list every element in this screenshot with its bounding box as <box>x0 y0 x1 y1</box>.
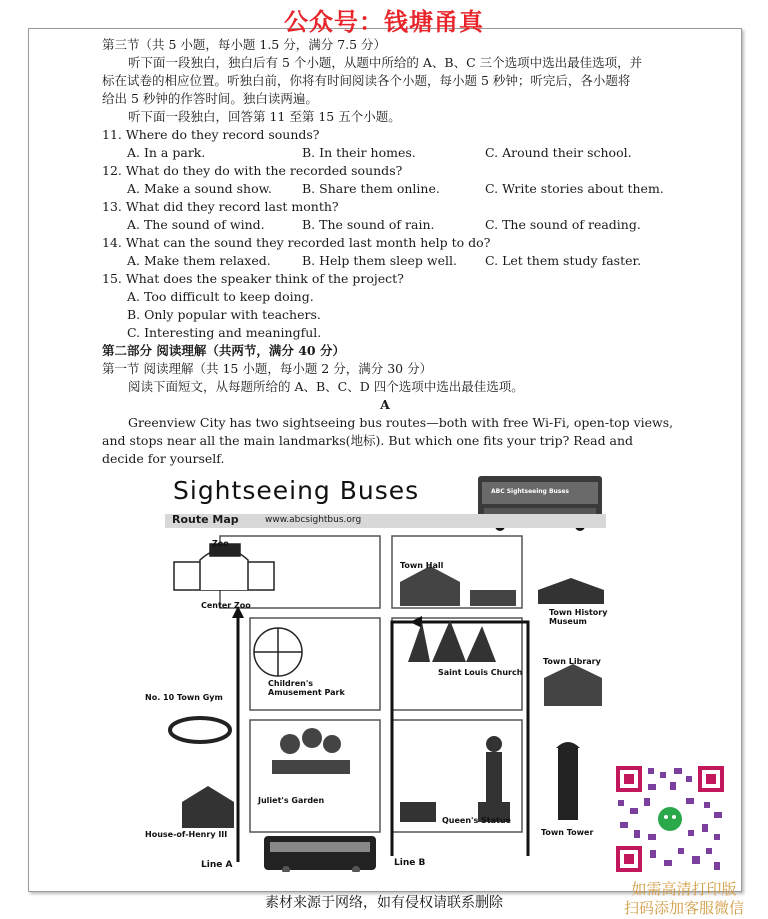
label-line-a: Line A <box>201 860 233 870</box>
town-hall-icon <box>400 566 516 606</box>
library-icon <box>544 664 602 706</box>
option-a: A. In a park. <box>127 145 206 160</box>
promo-text <box>624 880 744 918</box>
question-15 <box>102 270 668 342</box>
option-c: C. Write stories about them. <box>485 181 664 196</box>
church-icon <box>408 620 496 662</box>
question-stem: 12. What do they do with the recorded sounds? <box>102 163 403 178</box>
zoo-icon <box>174 544 274 590</box>
stadium-icon <box>170 718 230 742</box>
instruction-line-3: 给出 5 秒钟的作答时间。独白读两遍。 <box>102 91 318 106</box>
option-c: C. Interesting and meaningful. <box>127 325 322 340</box>
exam-content <box>102 36 674 468</box>
option-b: B. The sound of rain. <box>302 217 435 232</box>
label-gym: No. 10 Town Gym <box>145 693 223 702</box>
watermark-top: 公众号：钱塘甬真 <box>284 8 484 36</box>
label-line-b: Line B <box>394 858 426 868</box>
bus-banner-text: ABC Sightseeing Buses <box>491 488 569 495</box>
wechat-icon <box>658 807 682 831</box>
label-town-hall: Town Hall <box>400 561 444 570</box>
house-icon <box>182 786 234 828</box>
label-museum: Town History Museum <box>549 608 608 626</box>
option-b: B. Only popular with teachers. <box>127 307 321 322</box>
map-title: Sightseeing Buses <box>173 476 420 505</box>
passage-line-3: decide for yourself. <box>102 451 225 466</box>
passage-line-1: Greenview City has two sightseeing bus routes—both with free Wi-Fi, open-top views, <box>128 415 674 430</box>
part2-heading: 第二部分 阅读理解（共两节，满分 40 分） <box>102 343 345 358</box>
question-11 <box>102 126 668 162</box>
question-stem: 11. Where do they record sounds? <box>102 127 320 142</box>
route-map-illustration <box>160 472 610 872</box>
section3-heading: 第三节（共 5 小题，每小题 1.5 分，满分 7.5 分） <box>102 37 387 52</box>
instruction-line-2: 标在试卷的相应位置。听独白前，你将有时间阅读各个小题，每小题 5 秒钟；听完后，各小题将 <box>102 73 631 88</box>
route-map-url: www.abcsightbus.org <box>265 515 362 525</box>
label-house-of-henry: House-of-Henry III <box>145 830 228 839</box>
passage-line-2: and stops near all the main landmarks(地标). But which one fits your trip? Read and <box>102 433 634 448</box>
option-a: A. The sound of wind. <box>127 217 265 232</box>
museum-icon <box>538 578 604 604</box>
tower-icon <box>556 742 580 820</box>
option-c: C. Let them study faster. <box>485 253 642 268</box>
label-queens-statue: Queen's Statue <box>442 816 511 825</box>
question-12 <box>102 162 668 198</box>
statue-icon <box>400 736 510 822</box>
label-zoo: Zoo <box>212 539 229 548</box>
label-juliets-garden: Juliet's Garden <box>258 796 325 805</box>
option-b: B. Share them online. <box>302 181 440 196</box>
question-13 <box>102 198 668 234</box>
option-c: C. Around their school. <box>485 145 632 160</box>
question-14 <box>102 234 668 270</box>
label-town-tower: Town Tower <box>541 828 594 837</box>
qr-code-icon <box>614 764 726 874</box>
option-a: A. Make them relaxed. <box>127 253 271 268</box>
promo-line-1: 如需高清打印版 <box>631 880 737 898</box>
route-map-label: Route Map <box>172 513 239 526</box>
option-a: A. Too difficult to keep doing. <box>127 289 314 304</box>
bus-icon <box>264 836 376 872</box>
garden-icon <box>272 728 350 774</box>
section1-instruction: 阅读下面短文，从每题所给的 A、B、C、D 四个选项中选出最佳选项。 <box>128 379 524 394</box>
label-center-zoo: Center Zoo <box>201 601 251 610</box>
section1-heading: 第一节 阅读理解（共 15 小题，每小题 2 分，满分 30 分） <box>102 361 433 376</box>
option-c: C. The sound of reading. <box>485 217 641 232</box>
option-b: B. In their homes. <box>302 145 416 160</box>
option-b: B. Help them sleep well. <box>302 253 457 268</box>
option-a: A. Make a sound show. <box>127 181 272 196</box>
ferris-wheel-icon <box>254 628 302 676</box>
instruction-line-1: 听下面一段独白，独白后有 5 个小题，从题中所给的 A、B、C 三个选项中选出最佳选项，并 <box>128 55 643 70</box>
passage-label: A <box>380 397 390 412</box>
label-saint-louis: Saint Louis Church <box>438 668 523 677</box>
bottom-note: 素材来源于网络，如有侵权请联系删除 <box>265 895 503 911</box>
promo-line-2: 扫码添加客服微信 <box>623 899 744 917</box>
label-childrens-park: Children's Amusement Park <box>268 679 345 697</box>
question-stem: 15. What does the speaker think of the project? <box>102 271 404 286</box>
question-stem: 13. What did they record last month? <box>102 199 339 214</box>
question-stem: 14. What can the sound they recorded last month help to do? <box>102 235 491 250</box>
label-library: Town Library <box>543 657 601 666</box>
sub-instruction: 听下面一段独白，回答第 11 至第 15 五个小题。 <box>128 109 401 124</box>
